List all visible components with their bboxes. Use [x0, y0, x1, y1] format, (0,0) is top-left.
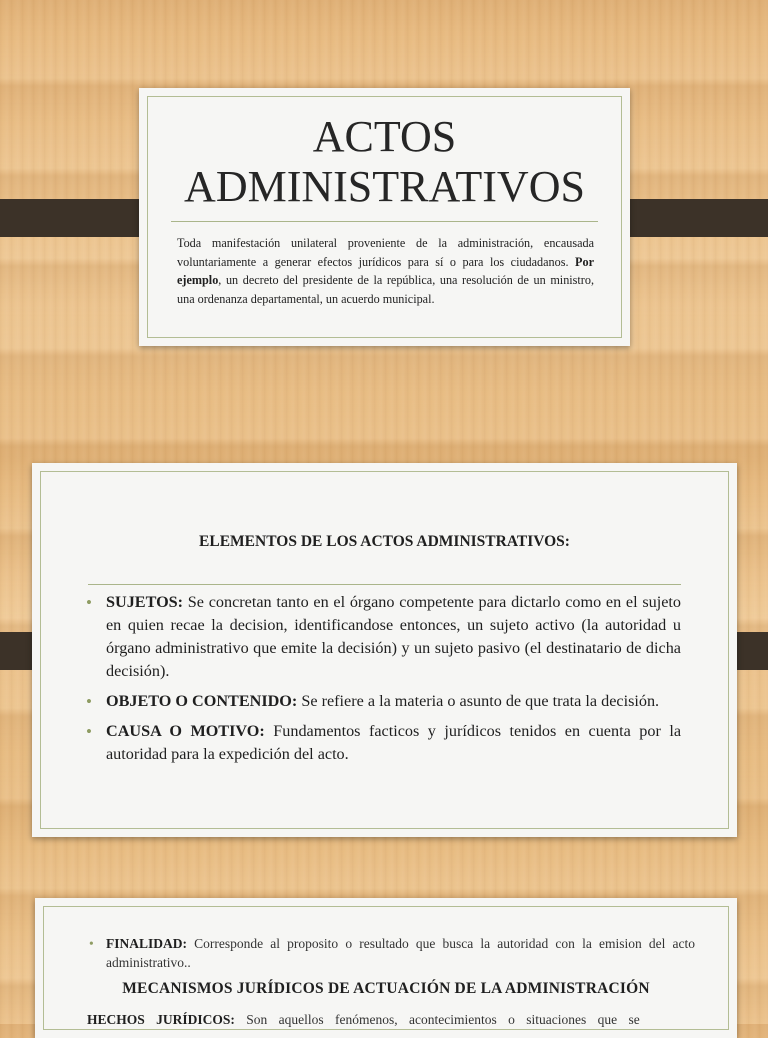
slide-2-heading: ELEMENTOS DE LOS ACTOS ADMINISTRATIVOS:: [199, 533, 570, 550]
bullet-icon: •: [89, 936, 94, 951]
list-item-sujetos: [86, 591, 681, 683]
item-text: Se refiere a la materia o asunto de que trata la decisión.: [297, 692, 660, 710]
item-text: Corresponde al proposito o resultado que busca la autoridad con la emision del acto administrativo..: [106, 936, 695, 970]
elements-list: [86, 591, 681, 773]
item-text: Fundamentos facticos y jurídicos tenidos en cuenta por la autoridad para la expedición del acto.: [106, 722, 682, 763]
hechos-text: Son aquellos fenómenos, acontecimientos o situaciones que se: [234, 1012, 640, 1027]
right-bar-top: [613, 199, 768, 237]
slide-2: [32, 463, 737, 837]
definition-text: Toda manifestación unilateral proveniente de la administración, encausada voluntariamente a generar efectos jurídicos para sí o para los ciudadanos.: [177, 236, 594, 269]
slide-2-divider: [88, 584, 681, 585]
item-label: SUJETOS:: [106, 593, 184, 611]
example-label: Por ejemplo: [177, 254, 594, 287]
slide-1-description: [177, 234, 594, 308]
title-line-1: ACTOS: [312, 112, 457, 161]
list-item-objeto: [86, 690, 681, 713]
item-text: Se concretan tanto en el órgano competente para dictarlo como en el sujeto en quien recae la decision, identificandose entonces, un sujeto activo (la autoridad u órgano administrativo que emite la decisión) y un sujeto pasivo (el destinatario de dicha decisión).: [106, 593, 681, 680]
bullet-icon: •: [86, 593, 92, 612]
hechos-paragraph: [87, 1010, 697, 1029]
hechos-label: HECHOS JURÍDICOS:: [87, 1012, 235, 1027]
example-text: , un decreto del presidente de la república, una resolución de un ministro, una ordenanza departamental, un acuerdo municipal.: [177, 273, 594, 306]
slide-3-heading: MECANISMOS JURÍDICOS DE ACTUACIÓN DE LA ADMINISTRACIÓN: [122, 980, 650, 997]
slide-1-title: [139, 112, 630, 212]
slide-1-divider: [171, 221, 598, 222]
item-label: FINALIDAD:: [106, 936, 187, 951]
slide-1: [139, 88, 630, 346]
item-label: OBJETO O CONTENIDO:: [106, 692, 298, 710]
list-item-causa: [86, 720, 681, 766]
bullet-icon: •: [86, 692, 92, 711]
list-item-finalidad: [89, 934, 695, 972]
bullet-icon: •: [86, 722, 92, 741]
slide-3: [35, 898, 737, 1038]
left-bar-top: [0, 199, 156, 237]
title-line-2: ADMINISTRATIVOS: [184, 162, 585, 211]
item-label: CAUSA O MOTIVO:: [106, 722, 265, 740]
